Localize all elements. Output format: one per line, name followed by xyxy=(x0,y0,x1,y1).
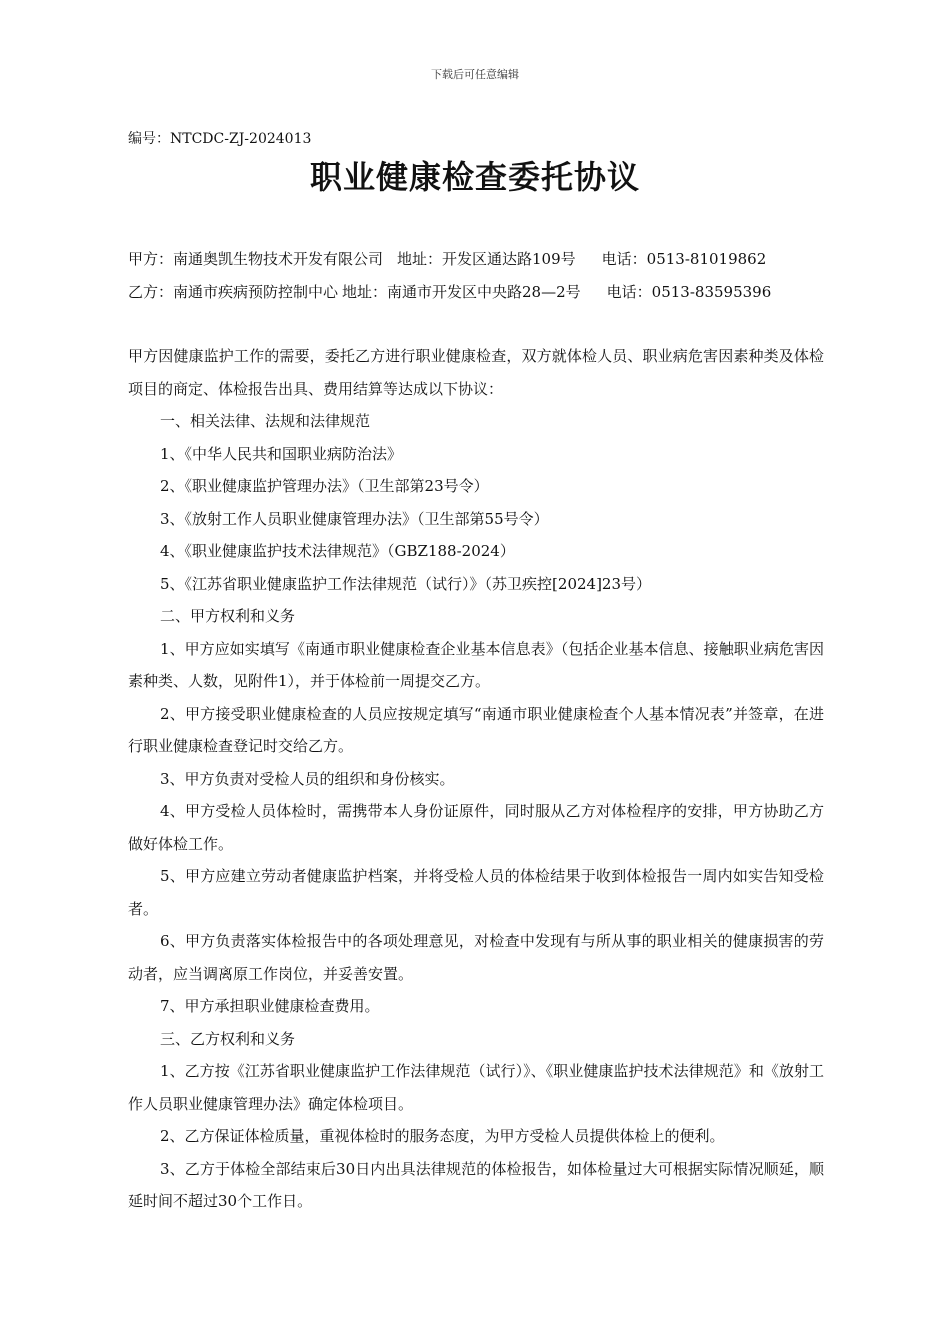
clause-paragraph: 4、甲方受检人员体检时，需携带本人身份证原件，同时服从乙方对体检程序的安排，甲方协助乙方做好体检工作。 xyxy=(128,802,824,853)
party-a-address: 地址：开发区通达路109号 xyxy=(397,250,576,268)
clause-paragraph: 5、甲方应建立劳动者健康监护档案，并将受检人员的体检结果于收到体检报告一周内如实告知受检者。 xyxy=(128,867,824,918)
document-title: 职业健康检查委托协议 xyxy=(309,158,640,196)
party-a-name: 甲方：南通奥凯生物技术开发有限公司 xyxy=(128,250,384,268)
section-heading: 一、相关法律、法规和法律规范 xyxy=(160,412,371,430)
party-a-line xyxy=(128,248,828,269)
list-item: 1、《中华人民共和国职业病防治法》 xyxy=(160,444,403,463)
list-item: 3、《放射工作人员职业健康管理办法》（卫生部第55号令） xyxy=(160,509,549,528)
clause-paragraph: 1、乙方按《江苏省职业健康监护工作法律规范（试行）》、《职业健康监护技术法律规范》和《放射工作人员职业健康管理办法》确定体检项目。 xyxy=(128,1062,824,1113)
agreement-body xyxy=(128,340,824,1218)
party-b-line xyxy=(128,281,828,302)
clause-paragraph: 3、乙方于体检全部结束后30日内出具法律规范的体检报告，如体检量过大可根据实际情况顺延，顺延时间不超过30个工作日。 xyxy=(128,1159,824,1210)
clause-paragraph: 2、乙方保证体检质量，重视体检时的服务态度，为甲方受检人员提供体检上的便利。 xyxy=(160,1127,725,1145)
clause-paragraph: 3、甲方负责对受检人员的组织和身份核实。 xyxy=(160,769,455,788)
clause-paragraph: 1、甲方应如实填写《南通市职业健康检查企业基本信息表》（包括企业基本信息、接触职业病危害因素种类、人数，见附件1），并于体检前一周提交乙方。 xyxy=(128,639,824,690)
party-b-address: 地址：南通市开发区中央路28—2号 xyxy=(342,283,581,301)
list-item: 4、《职业健康监护技术法律规范》（GBZ188-2024） xyxy=(160,542,515,560)
list-item: 5、《江苏省职业健康监护工作法律规范（试行）》（苏卫疾控[2024]23号） xyxy=(160,574,652,593)
party-b-phone: 电话：0513-83595396 xyxy=(606,283,772,301)
section-heading: 二、甲方权利和义务 xyxy=(160,607,296,625)
document-number: 编号：NTCDC-ZJ-2024013 xyxy=(128,131,312,147)
section-heading: 三、乙方权利和义务 xyxy=(160,1029,296,1048)
party-b-name: 乙方：南通市疾病预防控制中心 xyxy=(128,283,339,301)
clause-paragraph: 7、甲方承担职业健康检查费用。 xyxy=(160,997,380,1015)
clause-paragraph: 6、甲方负责落实体检报告中的各项处理意见，对检查中发现有与所从事的职业相关的健康损害的劳动者，应当调离原工作岗位，并妥善安置。 xyxy=(128,932,824,983)
intro-paragraph: 甲方因健康监护工作的需要，委托乙方进行职业健康检查，双方就体检人员、职业病危害因素种类及体检项目的商定、体检报告出具、费用结算等达成以下协议： xyxy=(128,347,824,398)
list-item: 2、《职业健康监护管理办法》（卫生部第23号令） xyxy=(160,477,489,495)
party-a-phone: 电话：0513-81019862 xyxy=(601,250,767,268)
clause-paragraph: 2、甲方接受职业健康检查的人员应按规定填写“南通市职业健康检查个人基本情况表”并签章，在进行职业健康检查登记时交给乙方。 xyxy=(128,704,824,755)
header-note: 下载后可任意编辑 xyxy=(431,68,519,81)
